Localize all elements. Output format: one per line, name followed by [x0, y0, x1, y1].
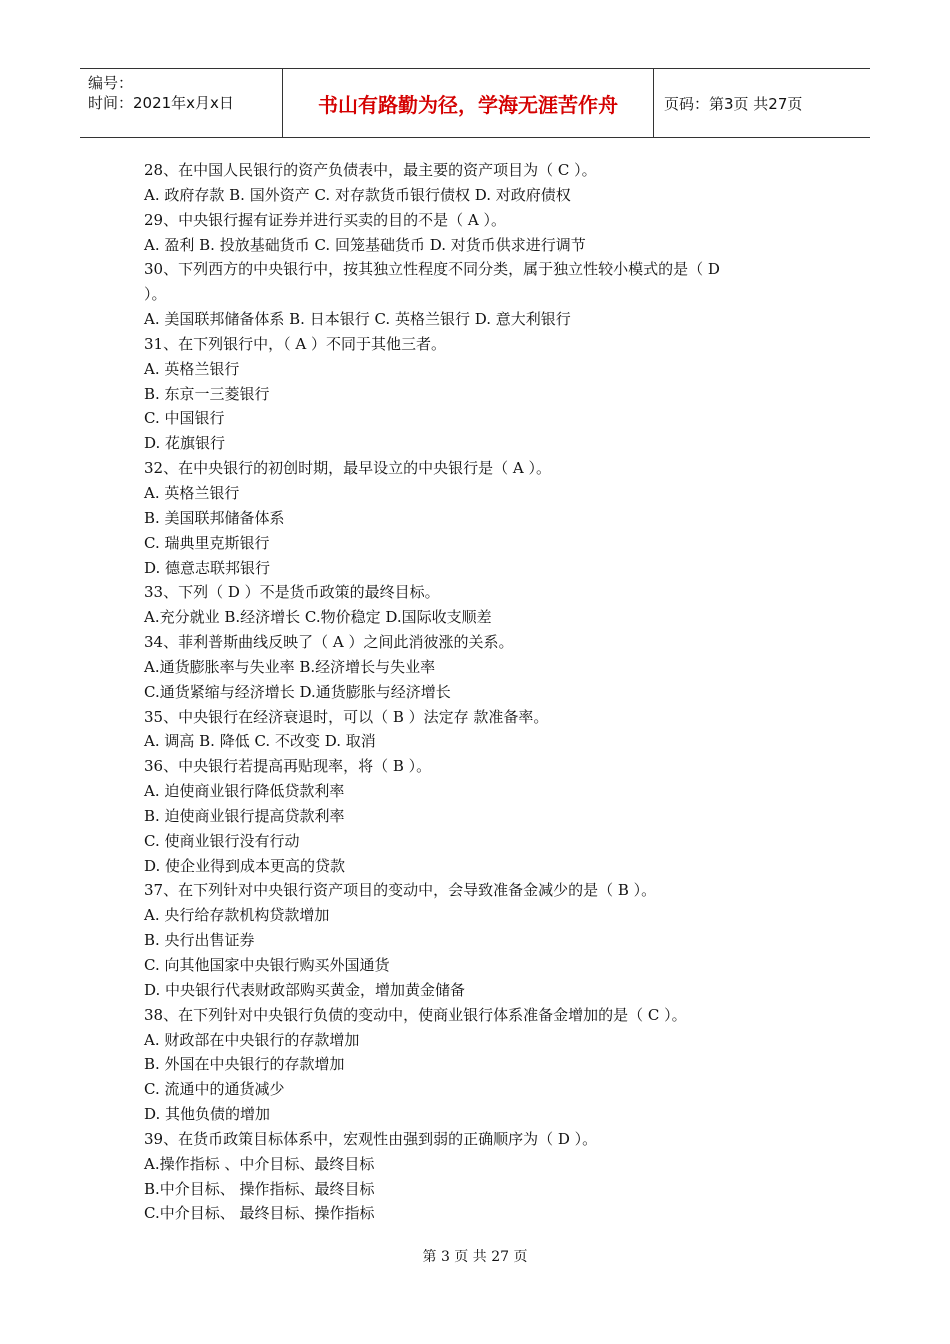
- text-line: A. 盈利 B. 投放基础货币 C. 回笼基础货币 D. 对货币供求进行调节: [144, 235, 586, 254]
- page-header: [80, 68, 870, 138]
- text-line: D. 中央银行代表财政部购买黄金，增加黄金储备: [144, 980, 466, 999]
- text-line: B. 东京一三菱银行: [144, 384, 270, 403]
- text-line: C. 使商业银行没有行动: [144, 831, 300, 850]
- text-line: C. 瑞典里克斯银行: [144, 533, 270, 552]
- text-line: B. 迫使商业银行提高贷款利率: [144, 806, 345, 825]
- text-line: B. 美国联邦储备体系: [144, 508, 285, 527]
- date-label: 时间：2021年x月x日: [88, 94, 234, 112]
- text-line: 29、中央银行握有证券并进行买卖的目的不是（ A ）。: [144, 210, 506, 229]
- text-line: 30、下列西方的中央银行中，按其独立性程度不同分类，属于独立性较小模式的是（ D: [144, 260, 720, 279]
- text-line: A.充分就业 B.经济增长 C.物价稳定 D.国际收支顺差: [144, 608, 492, 627]
- text-line: 31、在下列银行中，（ A ）不同于其他三者。: [144, 334, 446, 353]
- text-line: C. 中国银行: [144, 409, 225, 428]
- text-line: A. 政府存款 B. 国外资产 C. 对存款货币银行债权 D. 对政府债权: [144, 185, 571, 204]
- header-page-info: 页码：第3页 共27页: [664, 94, 803, 113]
- text-line: 35、中央银行在经济衰退时，可以（ B ）法定存 款准备率。: [144, 707, 549, 726]
- text-line: 34、菲利普斯曲线反映了（ A ）之间此消彼涨的关系。: [144, 633, 514, 652]
- text-line: D. 其他负债的增加: [144, 1105, 271, 1124]
- text-line: A. 美国联邦储备体系 B. 日本银行 C. 英格兰银行 D. 意大利银行: [144, 310, 571, 329]
- text-line: D. 德意志联邦银行: [144, 558, 271, 577]
- header-left-cell: [80, 69, 282, 137]
- text-line: 39、在货币政策目标体系中，宏观性由强到弱的正确顺序为（ D ）。: [144, 1129, 598, 1148]
- text-line: A. 调高 B. 降低 C. 不改变 D. 取消: [144, 732, 376, 751]
- text-line: B. 央行出售证券: [144, 931, 255, 950]
- text-line: B.中介目标、 操作指标、最终目标: [144, 1179, 375, 1198]
- text-line: ）。: [144, 285, 167, 304]
- page-footer: 第 3 页 共 27 页: [422, 1249, 528, 1265]
- text-line: 38、在下列针对中央银行负债的变动中，使商业银行体系准备金增加的是（ C ）。: [144, 1005, 687, 1024]
- text-line: 33、下列（ D ）不是货币政策的最终目标。: [144, 583, 440, 602]
- question-content: [144, 158, 824, 1226]
- text-line: C.通货紧缩与经济增长 D.通货膨胀与经济增长: [144, 682, 451, 701]
- serial-label: 编号：: [88, 74, 134, 92]
- text-line: D. 花旗银行: [144, 434, 226, 453]
- text-line: A. 英格兰银行: [144, 359, 240, 378]
- text-line: C. 向其他国家中央银行购买外国通货: [144, 956, 390, 974]
- text-line: B. 外国在中央银行的存款增加: [144, 1055, 345, 1074]
- text-line: 28、在中国人民银行的资产负债表中，最主要的资产项目为（ C ）。: [144, 161, 597, 179]
- text-line: A. 财政部在中央银行的存款增加: [144, 1030, 360, 1049]
- header-motto: 书山有路勤为径，学海无涯苦作舟: [282, 69, 654, 137]
- text-line: A.操作指标 、中介目标、最终目标: [144, 1154, 375, 1173]
- text-line: C. 流通中的通货减少: [144, 1080, 285, 1099]
- text-line: C.中介目标、 最终目标、操作指标: [144, 1204, 375, 1223]
- text-line: A. 迫使商业银行降低贷款利率: [144, 782, 345, 801]
- text-line: D. 使企业得到成本更高的贷款: [144, 856, 346, 875]
- text-line: A. 央行给存款机构贷款增加: [144, 906, 330, 925]
- text-line: 36、中央银行若提高再贴现率，将（ B ）。: [144, 757, 432, 776]
- text-line: 32、在中央银行的初创时期，最早设立的中央银行是（ A ）。: [144, 459, 551, 478]
- text-line: A.通货膨胀率与失业率 B.经济增长与失业率: [144, 657, 436, 676]
- text-line: 37、在下列针对中央银行资产项目的变动中，会导致准备金减少的是（ B ）。: [144, 881, 657, 900]
- text-line: A. 英格兰银行: [144, 483, 240, 502]
